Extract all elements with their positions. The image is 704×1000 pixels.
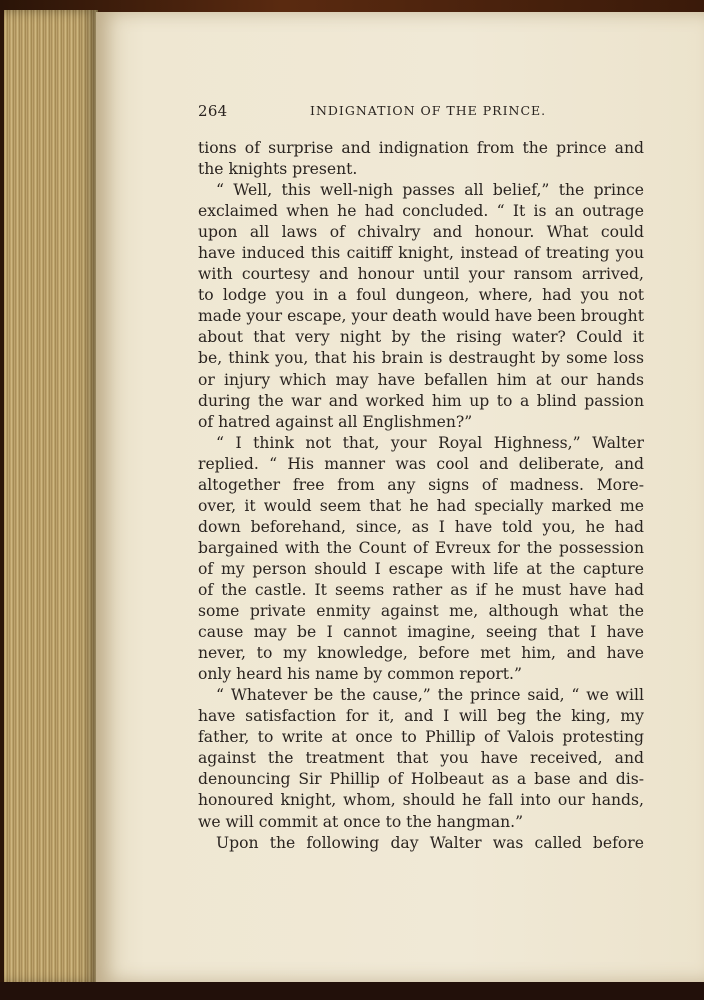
page-content bbox=[198, 102, 644, 854]
text-line: to lodge you in a foul dungeon, where, had you not bbox=[198, 286, 644, 305]
text-line: with courtesy and honour until your ransom arrived, bbox=[198, 265, 644, 284]
text-line: never, to my knowledge, before met him, and have bbox=[198, 644, 644, 663]
text-line: have satisfaction for it, and I will beg the king, my bbox=[198, 707, 644, 726]
book-bottom-edge bbox=[0, 982, 704, 1000]
text-line: “ Whatever be the cause,” the prince said, “ we will bbox=[216, 686, 644, 705]
body-text bbox=[198, 138, 644, 854]
text-line: against the treatment that you have received, and bbox=[198, 749, 644, 768]
text-line: the knights present. bbox=[198, 160, 358, 179]
text-line: of hatred against all Englishmen?” bbox=[198, 412, 473, 431]
text-line: of my person should I escape with life at the capture bbox=[198, 559, 644, 578]
page-edges bbox=[4, 10, 98, 984]
running-head bbox=[198, 102, 644, 124]
text-line: “ Well, this well-nigh passes all belief,” the prince bbox=[216, 181, 644, 200]
text-line: altogether free from any signs of madness. More- bbox=[198, 475, 644, 494]
text-line: have induced this caitiff knight, instead of treating you bbox=[198, 244, 644, 263]
text-line: down beforehand, since, as I have told you, he had bbox=[198, 517, 644, 536]
text-line: bargained with the Count of Evreux for the possession bbox=[198, 538, 644, 557]
text-line: cause may be I cannot imagine, seeing that I have bbox=[198, 623, 644, 642]
text-line: father, to write at once to Phillip of Valois protesting bbox=[198, 728, 644, 747]
text-line: about that very night by the rising water? Could it bbox=[198, 328, 644, 347]
page-number: 264 bbox=[198, 102, 228, 120]
text-line: Upon the following day Walter was called before bbox=[216, 833, 644, 852]
text-line: “ I think not that, your Royal Highness,” Walter bbox=[216, 433, 644, 452]
text-line: only heard his name by common report.” bbox=[198, 665, 522, 684]
text-line: some private enmity against me, although what the bbox=[198, 602, 644, 621]
text-line: tions of surprise and indignation from the prince and bbox=[198, 139, 644, 157]
text-line: we will commit at once to the hangman.” bbox=[198, 812, 524, 831]
text-line: replied. “ His manner was cool and deliberate, and bbox=[198, 454, 644, 473]
text-line: be, think you, that his brain is destraught by some loss bbox=[198, 349, 644, 368]
text-line: upon all laws of chivalry and honour. What could bbox=[198, 223, 644, 242]
text-line: exclaimed when he had concluded. “ It is an outrage bbox=[198, 202, 644, 221]
text-line: over, it would seem that he had specially marked me bbox=[198, 496, 644, 515]
text-line: denouncing Sir Phillip of Holbeaut as a base and dis- bbox=[198, 770, 644, 789]
text-line: or injury which may have befallen him at our hands bbox=[198, 370, 644, 389]
text-line: made your escape, your death would have been brought bbox=[198, 307, 644, 326]
running-title: INDIGNATION OF THE PRINCE. bbox=[310, 103, 547, 118]
text-line: during the war and worked him up to a blind passion bbox=[198, 391, 644, 410]
text-line: of the castle. It seems rather as if he must have had bbox=[198, 580, 644, 599]
text-line: honoured knight, whom, should he fall into our hands, bbox=[198, 791, 644, 810]
